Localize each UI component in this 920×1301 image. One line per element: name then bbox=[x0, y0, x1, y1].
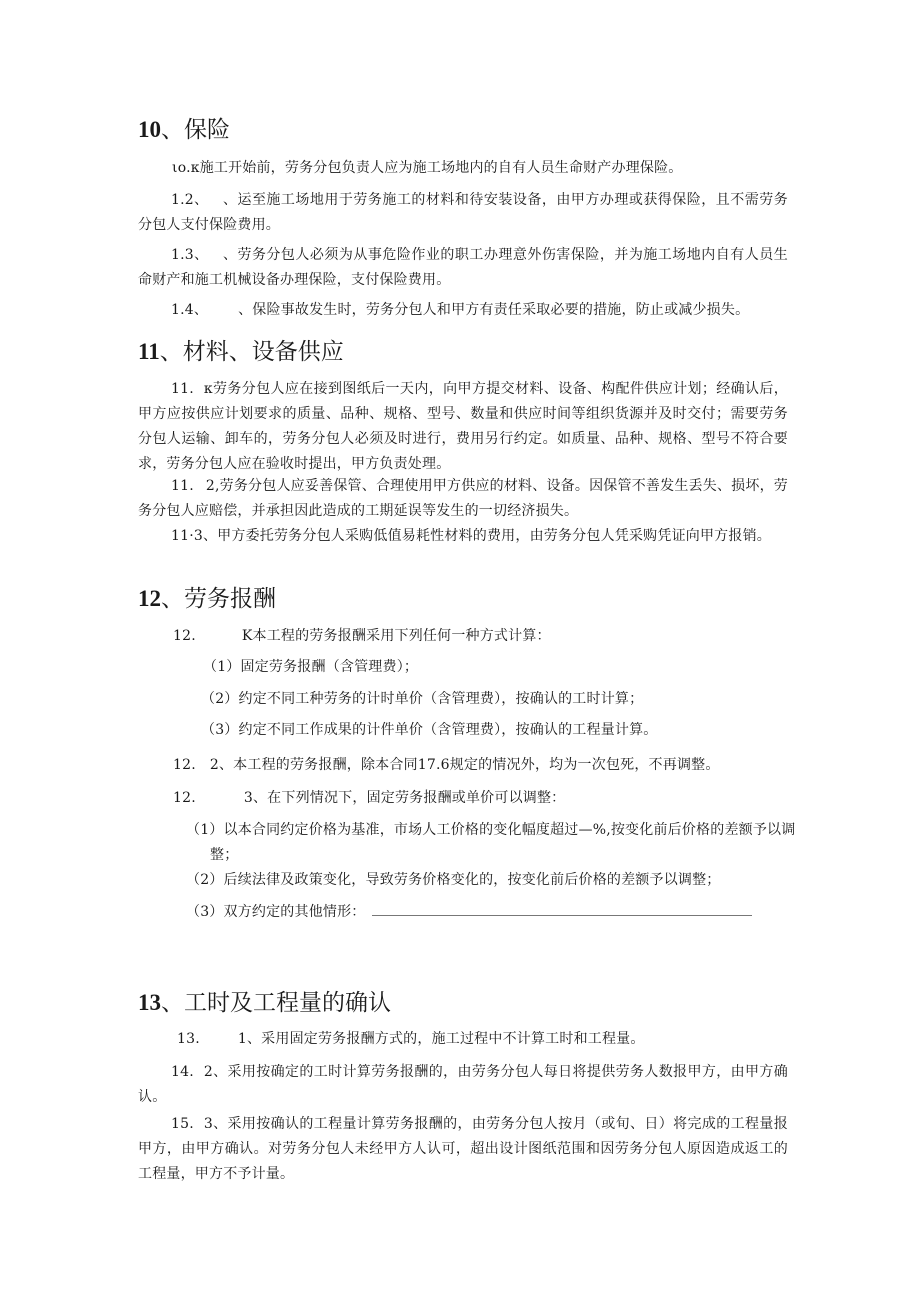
clause-11-3: 11·3、甲方委托劳务分包人采购低值易耗性材料的费用，由劳务分包人凭采购凭证向甲方报销。 bbox=[171, 528, 771, 544]
method-3: （3）约定不同工作成果的计件单价（含管理费），按确认的工程量计算。 bbox=[201, 722, 658, 738]
clause-10-2: 1.2、 、运至施工场地用于劳务施工的材料和待安装设备，由甲方办理或获得保险，且不需劳务分包人支付保险费用。 bbox=[138, 192, 788, 233]
clause-10-3: 1.3、 、劳务分包人必须为从事危险作业的职工办理意外伤害保险，并为施工场地内自有人员生命财产和施工机械设备办理保险，支付保险费用。 bbox=[138, 247, 788, 288]
clause-11-1: 11. κ劳务分包人应在接到图纸后一天内，向甲方提交材料、设备、构配件供应计划；经确认后，甲方应按供应计划要求的质量、品种、规格、型号、数量和供应时间等组织货源并及时交付；需要劳务分包人运输、卸车的，劳务分包人必须及时进行，费用另行约定。如质量、品种、规格、型号不符合要求，劳务分包人应在验收时提出，甲方负责处理。 bbox=[138, 381, 788, 472]
method-1: （1）固定劳务报酬（含管理费）； bbox=[203, 659, 419, 675]
method-2: （2）约定不同工种劳务的计时单价（含管理费），按确认的工时计算； bbox=[201, 691, 644, 707]
other-terms-blank-line bbox=[372, 901, 752, 916]
adjustment-2: （2）后续法律及政策变化，导致劳务价格变化的，按变化前后价格的差额予以调整； bbox=[186, 872, 721, 888]
adjustment-1: （1）以本合同约定价格为基准，市场人工价格的变化幅度超过—%,按变化前后价格的差额予以调整； bbox=[186, 822, 796, 863]
clause-13-3: 15. 3、采用按确认的工程量计算劳务报酬的，由劳务分包人按月（或旬、日）将完成的工程量报甲方，由甲方确认。对劳务分包人未经甲方人认可，超出设计图纸范围和因劳务分包人原因造成返工的工程量，甲方不予计量。 bbox=[138, 1116, 788, 1182]
clause-10-4: 1.4、 、保险事故发生时，劳务分包人和甲方有责任采取必要的措施，防止或减少损失。 bbox=[171, 302, 750, 318]
clause-12-2: 12. 2、本工程的劳务报酬，除本合同17.6规定的情况外，均为一次包死，不再调整。 bbox=[173, 757, 720, 773]
clause-10-1: ιo.κ施工开始前，劳务分包负责人应为施工场地内的自有人员生命财产办理保险。 bbox=[172, 160, 683, 176]
clause-12-1: 12. K本工程的劳务报酬采用下列任何一种方式计算： bbox=[173, 628, 551, 644]
adjustment-3: （3）双方约定的其他情形： bbox=[186, 900, 752, 925]
section-heading-13: 13、工时及工程量的确认 bbox=[138, 990, 391, 1016]
section-heading-12: 12、劳务报酬 bbox=[138, 586, 276, 612]
section-heading-11: 11、材料、设备供应 bbox=[138, 339, 344, 365]
clause-11-2: 11. 2,劳务分包人应妥善保管、合理使用甲方供应的材料、设备。因保管不善发生丢失、损坏，劳务分包人应赔偿，并承担因此造成的工期延误等发生的一切经济损失。 bbox=[138, 478, 788, 519]
section-heading-10: 10、保险 bbox=[138, 117, 230, 143]
clause-12-3: 12. 3、在下列情况下，固定劳务报酬或单价可以调整： bbox=[173, 790, 566, 806]
clause-13-1: 13. 1、采用固定劳务报酬方式的，施工过程中不计算工时和工程量。 bbox=[177, 1031, 645, 1047]
clause-13-2: 14. 2、采用按确定的工时计算劳务报酬的，由劳务分包人每日将提供劳务人数报甲方，由甲方确认。 bbox=[138, 1064, 788, 1105]
